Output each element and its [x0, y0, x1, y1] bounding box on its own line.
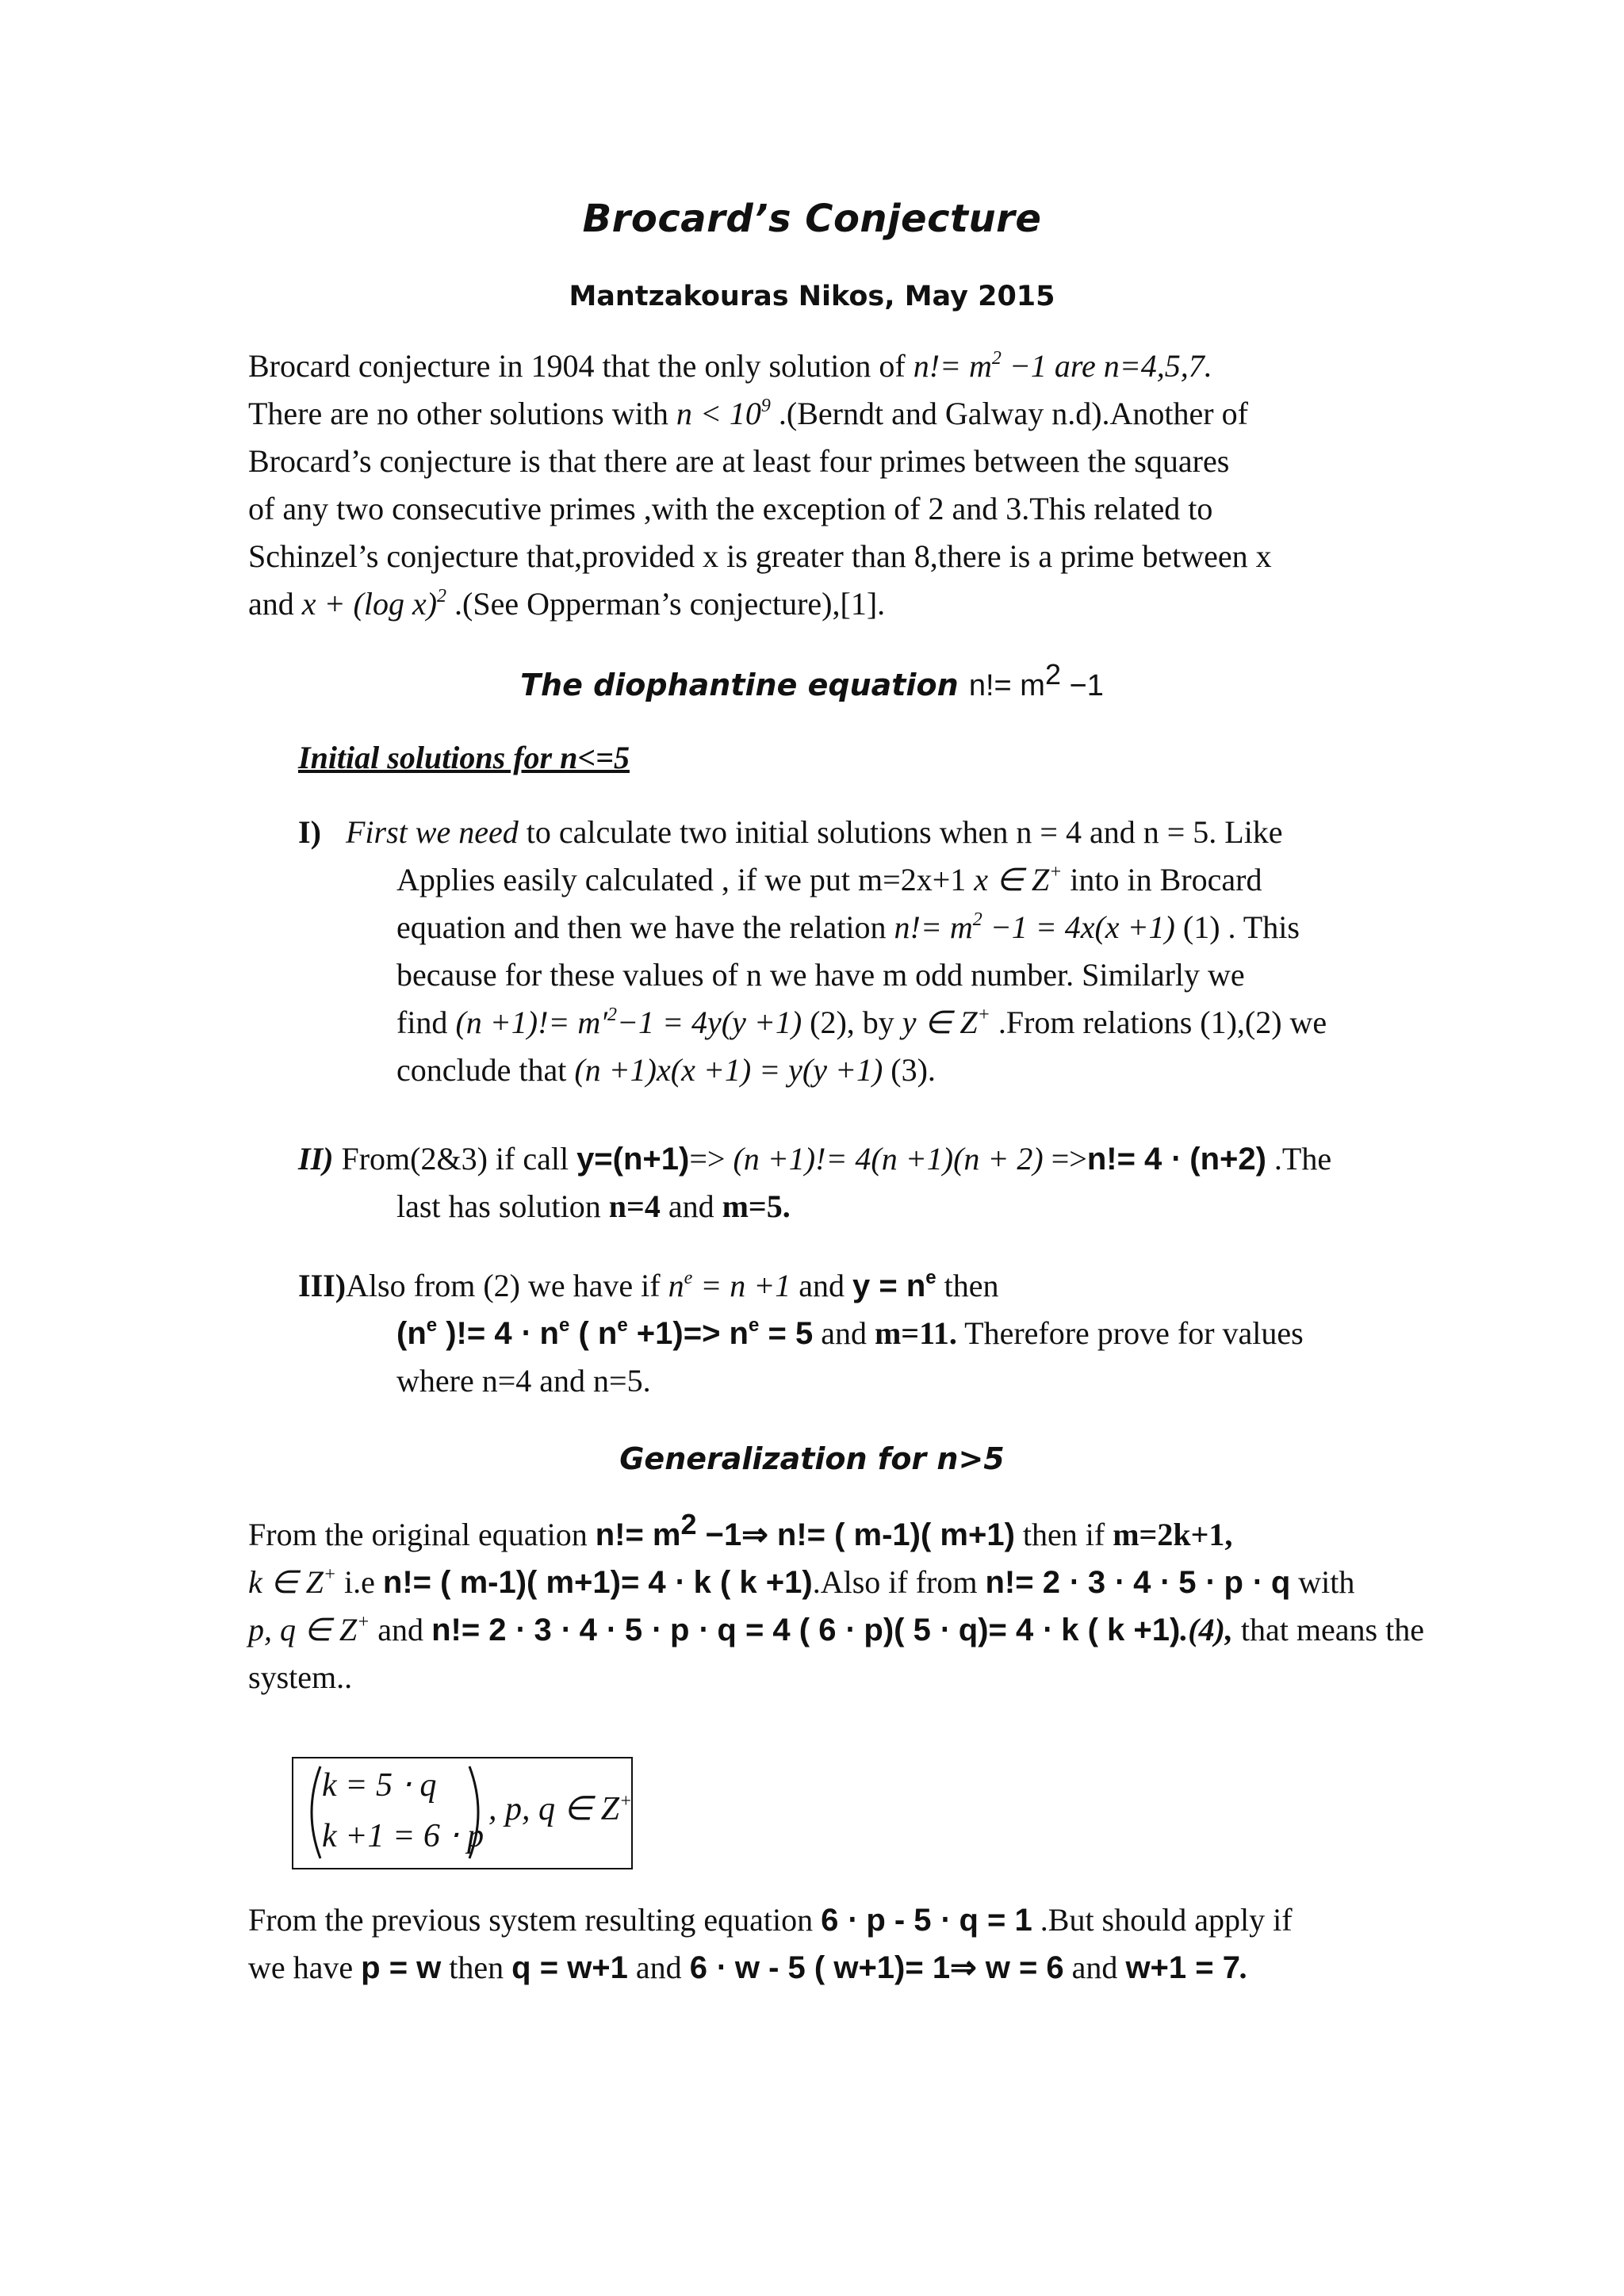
general-line-4: system..: [248, 1659, 353, 1695]
intro-line-3: Brocard’s conjecture is that there are at least four primes between the squares: [248, 443, 1230, 479]
item-two-line-1: II) From(2&3) if call y=(n+1)=> (n +1)!= 4(n +1)(n + 2) =>n!= 4 ⋅ (n+2) .The: [298, 1141, 1332, 1177]
item-three-line-1: III)Also from (2) we have if $n^e = n +1$ and $y = n^e$ then: [298, 1267, 999, 1303]
system-condition: , p, q ∈ Z+: [488, 1791, 633, 1827]
final-line-2: we have p = w then q = w+1 and 6 ⋅ w - 5 ( w+1)= 1⇒ w = 6 and w+1 = 7.: [248, 1950, 1248, 1985]
intro-line-4: of any two consecutive primes ,with the exception of 2 and 3.This related to: [248, 491, 1213, 526]
item-one-line-6: conclude that (n +1)x(x +1) = y(y +1) (3).: [396, 1052, 936, 1088]
generalization-paragraph: [248, 1508, 1424, 1701]
item-three: [298, 1262, 1392, 1405]
item-one-line-2: Applies easily calculated , if we put m=2x+1 x ∈ Z+ into in Brocard: [396, 862, 1262, 897]
system-equation-2: k +1 = 6 ⋅ p: [322, 1818, 485, 1854]
intro-line-5: Schinzel’s conjecture that,provided x is greater than 8,there is a prime between x: [248, 538, 1272, 574]
general-line-2: k ∈ Z+ i.e n!= ( m-1)( m+1)= 4 ⋅ k ( k +1).Also if from n!= 2 ⋅ 3 ⋅ 4 ⋅ 5 ⋅ p ⋅ q with: [248, 1564, 1355, 1600]
item-one-line-4: because for these values of n we have m odd number. Similarly we: [396, 957, 1245, 993]
item-three-line-3: where n=4 and n=5.: [396, 1363, 651, 1399]
final-line-1: From the previous system resulting equation 6 ⋅ p - 5 ⋅ q = 1 .But should apply if: [248, 1902, 1293, 1938]
item-one: [298, 809, 1392, 1094]
section-heading-generalization: Generalization for n>5: [619, 1441, 1005, 1476]
paper-author: Mantzakouras Nikos, May 2015: [569, 281, 1055, 312]
system-equation-1: k = 5 ⋅ q: [322, 1767, 437, 1804]
subheading-initial-solutions: Initial solutions for n<=5: [298, 740, 630, 775]
section-heading-diophantine: The diophantine equation $n!= m^2 -1$: [520, 658, 1104, 702]
item-one-line-1: I) First we need to calculate two initial solutions when n = 4 and n = 5. Like: [298, 814, 1283, 850]
general-line-1: From the original equation $n!= m^2$ −1⇒ n!= ( m-1)( m+1) then if m=2k+1,: [248, 1508, 1233, 1552]
paper-title: Brocard’s Conjecture: [582, 197, 1042, 241]
equation-system-box: [292, 1757, 633, 1869]
item-one-line-5: find $(n +1)!= m'^2-1 = 4y(y +1)$ (2), by y ∈ Z+ .From relations (1),(2) we: [396, 1004, 1327, 1040]
intro-line-2: There are no other solutions with $n < 10^9$ .(Berndt and Galway n.d).Another of: [248, 396, 1248, 431]
item-two: [298, 1135, 1392, 1230]
final-paragraph: [248, 1896, 1390, 1992]
item-one-line-3: equation and then we have the relation $n!= m^2 -1 = 4x(x +1)$ (1) . This: [396, 909, 1300, 945]
general-line-3: p, q ∈ Z+ and n!= 2 ⋅ 3 ⋅ 4 ⋅ 5 ⋅ p ⋅ q = 4 ( 6 ⋅ p)( 5 ⋅ q)= 4 ⋅ k ( k +1).(4), that means the: [248, 1612, 1424, 1647]
item-two-line-2: last has solution n=4 and m=5.: [396, 1188, 791, 1224]
item-three-line-2: ($n^e$ )!= $4 \cdot n^e$ ( $n^e +1)=> n^e = 5$ and m=11. Therefore prove for values: [396, 1314, 1304, 1351]
intro-paragraph: [248, 342, 1390, 628]
intro-line-1: Brocard conjecture in 1904 that the only solution of $n!= m^2 -1$ are n=4,5,7.: [248, 348, 1212, 384]
intro-line-6: and x + (log x)$^2$ .(See Opperman’s conjecture),[1].: [248, 586, 886, 622]
